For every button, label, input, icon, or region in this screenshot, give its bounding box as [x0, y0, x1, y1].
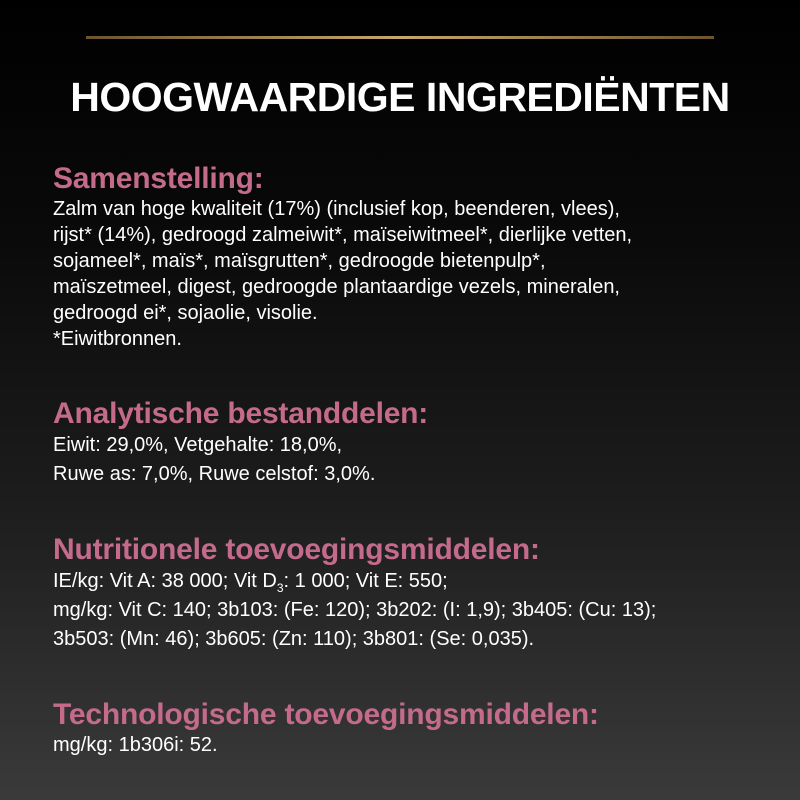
page-title: HOOGWAARDIGE INGREDIËNTEN	[70, 74, 730, 120]
nutritional-line-text: IE/kg: Vit A: 38 000; Vit D	[53, 570, 277, 592]
technological-line: mg/kg: 1b306i: 52.	[53, 734, 218, 756]
composition-line: gedroogd ei*, sojaolie, visolie.	[53, 302, 318, 324]
gold-divider-line	[86, 36, 714, 39]
nutritional-section	[53, 533, 773, 654]
composition-line: sojameel*, maïs*, maïsgrutten*, gedroogde bietenpulp*,	[53, 250, 546, 272]
nutritional-heading: Nutritionele toevoegingsmiddelen:	[53, 533, 540, 566]
nutritional-line: mg/kg: Vit C: 140; 3b103: (Fe: 120); 3b202: (I: 1,9); 3b405: (Cu: 13);	[53, 599, 657, 621]
analytical-heading: Analytische bestanddelen:	[53, 397, 429, 430]
vitamin-d-subscript: 3	[276, 581, 284, 595]
nutritional-line-text: : 1 000; Vit E: 550;	[283, 570, 448, 592]
nutritional-line	[53, 567, 773, 596]
composition-footnote: *Eiwitbronnen.	[53, 328, 182, 350]
nutritional-line: 3b503: (Mn: 46); 3b605: (Zn: 110); 3b801: (Se: 0,035).	[53, 628, 535, 650]
technological-heading: Technologische toevoegingsmiddelen:	[53, 698, 599, 731]
composition-line: Zalm van hoge kwaliteit (17%) (inclusief kop, beenderen, vlees),	[53, 198, 620, 220]
composition-section	[53, 162, 773, 352]
technological-section	[53, 698, 773, 758]
analytical-line: Ruwe as: 7,0%, Ruwe celstof: 3,0%.	[53, 463, 376, 485]
analytical-line: Eiwit: 29,0%, Vetgehalte: 18,0%,	[53, 434, 343, 456]
composition-heading: Samenstelling:	[53, 162, 264, 195]
analytical-section	[53, 397, 773, 489]
composition-line: rijst* (14%), gedroogd zalmeiwit*, maïseiwitmeel*, dierlijke vetten,	[53, 224, 633, 246]
composition-line: maïszetmeel, digest, gedroogde plantaardige vezels, mineralen,	[53, 276, 620, 298]
